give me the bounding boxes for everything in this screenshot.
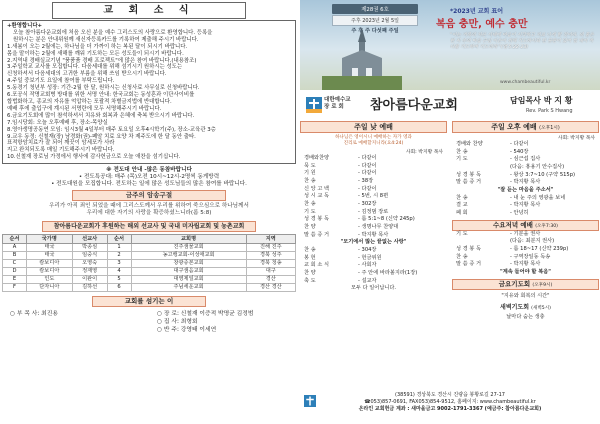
footer-phone: ☎053)857-0691, FAX053)854-9512, 홈페이지: www.chambeautiful.kr bbox=[364, 399, 536, 405]
order-label: 찬 송 bbox=[456, 148, 468, 155]
morning-quote-line: 하나님은 영이시니 예배하는 자가 영과 bbox=[335, 135, 412, 140]
table-cell: C bbox=[3, 259, 27, 267]
order-label: 기 도 bbox=[456, 156, 468, 163]
notice-item: 3.주일학교 교사를 모집합니다. 다음세대를 위해 섬기시기 원하시는 성도는 bbox=[7, 64, 183, 71]
issue-box bbox=[332, 4, 418, 34]
mission-header-row bbox=[3, 234, 296, 243]
notice-item: 몸을 맡이하는 2월에 새해를 깨워 기도하는 모든 성도들이 되시기 바랍니다. bbox=[7, 50, 184, 57]
closing-line: 모두 다 일어납니다. bbox=[350, 285, 397, 292]
dawn-time: (새벽5시) bbox=[531, 305, 551, 311]
order-value: - 다같이 bbox=[358, 185, 377, 192]
table-cell: 4 bbox=[107, 267, 131, 275]
footer-address: (38591) 경상북도 경산시 진량읍 봉황로길 27-17 bbox=[395, 392, 505, 398]
church-header bbox=[300, 91, 600, 119]
table-cell: B bbox=[3, 251, 27, 259]
order-label: 봉 헌 bbox=[304, 254, 316, 261]
table-cell: 주님세운교회 bbox=[131, 283, 246, 291]
denomination bbox=[324, 97, 351, 111]
notice-item: 5.동경기 청년부 성장: 기간-2월 한 달, 원하시는 신청사료 사무실로 신청바랍니다. bbox=[7, 85, 200, 92]
wednesday-order bbox=[452, 231, 599, 277]
morning-order bbox=[300, 155, 447, 293]
table-row bbox=[3, 283, 296, 291]
order-value: - 다같이 bbox=[358, 170, 377, 177]
order-value: - 박지황 목사 bbox=[510, 202, 541, 209]
wednesday-time: (오후7:30) bbox=[535, 223, 558, 229]
order-value: - 304장 bbox=[358, 246, 377, 253]
denomination-line: 장 로 회 bbox=[324, 104, 344, 110]
table-row bbox=[3, 267, 296, 275]
order-label: 성 경 봉 독 bbox=[456, 245, 481, 252]
church-theme: 복음 충만, 예수 충만 bbox=[436, 19, 528, 30]
issue-date: 주후 2023년 2월 5일 bbox=[332, 15, 418, 26]
table-row bbox=[3, 259, 296, 267]
month-verse bbox=[2, 203, 296, 217]
friday-line: "지유와 회복의 시간" bbox=[501, 292, 550, 299]
order-row bbox=[304, 201, 443, 209]
notice-item: 표적항암치료가 잘 되어 깨끗이 암세포가 사라 bbox=[7, 140, 115, 147]
evangelism-title: ※ 전도대 안내 -많은 동참바랍니다 bbox=[106, 167, 192, 174]
mission-header-cell: 국가명 bbox=[26, 234, 72, 243]
order-label: 찬 양 bbox=[304, 269, 316, 276]
pastor-name-en: Rev. Park S Hwang bbox=[526, 108, 573, 114]
table-cell: 6 bbox=[107, 283, 131, 291]
left-panel bbox=[0, 0, 298, 424]
order-value: - 다같이 bbox=[358, 162, 377, 169]
order-label bbox=[456, 164, 510, 172]
table-row bbox=[3, 243, 296, 251]
order-row bbox=[456, 156, 595, 164]
morning-service-title: 주일 낮 예배 bbox=[300, 121, 447, 133]
order-value: - 생명나무 찬양대 bbox=[358, 223, 399, 230]
order-row bbox=[456, 246, 595, 254]
order-row bbox=[456, 210, 595, 218]
notice-item: 1.새봄이 오는 2월에는, 하나님을 더 가까이 하는 복된 달이 되시기 바랍니다. bbox=[7, 43, 188, 50]
order-label: 경배와찬양 bbox=[304, 155, 330, 161]
notice-item: 9.교우 동정: 신철재(장) 남경화(권)-폐암 치료 요양 차 제주도에 한 달 동안 출타. bbox=[7, 133, 196, 140]
order-value: - 김정범 장로 bbox=[358, 208, 389, 215]
table-cell: 캄보디아 bbox=[26, 259, 72, 267]
table-cell: E bbox=[3, 275, 27, 283]
table-cell: 캄보디아 bbox=[26, 267, 72, 275]
order-value: - 구역장일동 독송 bbox=[510, 253, 551, 260]
notice-items bbox=[7, 44, 291, 161]
order-row bbox=[456, 202, 595, 210]
table-cell: 경북 성주 bbox=[246, 251, 295, 259]
order-row bbox=[304, 216, 443, 224]
order-label: 성 경 봉 독 bbox=[456, 171, 481, 178]
mission-header-cell: 교회명 bbox=[131, 234, 246, 243]
afternoon-service-title bbox=[452, 121, 599, 133]
afternoon-service bbox=[452, 121, 599, 320]
order-value: (다음: 최분지 권사) bbox=[510, 238, 555, 245]
order-row bbox=[456, 179, 595, 187]
mission-header-cell: 지역 bbox=[246, 234, 295, 243]
order-value: - 기분을 권사 bbox=[510, 230, 541, 237]
order-label: 기 도 bbox=[304, 208, 316, 215]
morning-quote bbox=[300, 135, 447, 147]
order-value: - 박지황 목사 bbox=[510, 179, 541, 186]
welcome-line: 원하시는 분은 안내위원께 새신자등록카드를 기록하여 제출해 주시기 바랍니다. bbox=[13, 36, 199, 43]
notice-item: 8.영아생명공동연 모임: 임시3월 4일부터 매주 토요일 오후4시학기(주), 장소-교육관 3층 bbox=[7, 126, 216, 133]
order-value: - 헌금위원 bbox=[358, 254, 382, 261]
order-label: 찬 양 bbox=[304, 223, 316, 230]
order-value: (다음: 홍용기 안수집사) bbox=[510, 163, 565, 170]
notice-item: 6.금요기도회에 많이 참석하셔서 치유와 회복과 은혜에 축복 받으시기 바랍니다. bbox=[7, 112, 195, 119]
church-logo-icon bbox=[304, 395, 316, 407]
order-row bbox=[304, 155, 443, 163]
order-label: 기 원 bbox=[304, 170, 316, 177]
welcome-title: +환영합니다+ bbox=[7, 23, 43, 29]
mission-title: 참아름다운교회가 후원하는 해외 선교사 및 국내 미자립교회 및 농촌교회 bbox=[42, 221, 256, 232]
table-cell: 3 bbox=[107, 259, 131, 267]
church-name: 참아름다운교회 bbox=[370, 98, 458, 113]
order-label: 성 경 봉 독 bbox=[304, 216, 329, 223]
table-cell: A bbox=[3, 243, 27, 251]
order-row bbox=[456, 261, 595, 269]
order-label: 찬 송 bbox=[304, 246, 316, 253]
morning-service bbox=[300, 121, 447, 293]
morning-leader: 사회: 박지황 목사 bbox=[405, 150, 443, 155]
afternoon-title-text: 주일 오후 예배 bbox=[491, 123, 537, 131]
order-row bbox=[304, 262, 443, 270]
order-label: 축 도 bbox=[304, 277, 316, 284]
order-label: 성 시 교 독 bbox=[304, 193, 329, 200]
table-cell: 1 bbox=[107, 243, 131, 251]
sermon-title: "모기에서 많는 끝없는 사랑" bbox=[340, 239, 407, 246]
order-label: 말 씀 증 거 bbox=[456, 261, 481, 268]
month-verse-line: 우리가 아직 죄인 되었을 때에 그리스도께서 우리를 위하여 죽으심으로 하나님께서 bbox=[49, 203, 249, 210]
table-cell: 태국 bbox=[26, 243, 72, 251]
table-cell: 박종심 bbox=[72, 243, 107, 251]
notice-item: 7.임시당회: 오늘 오후예배 후, 장소-목양실 bbox=[7, 119, 108, 126]
order-value: - 5번, 시 8편 bbox=[358, 193, 389, 200]
table-cell: 대구 bbox=[246, 267, 295, 275]
afternoon-time: (오후1시) bbox=[539, 126, 560, 131]
order-label: 교 회 소 식 bbox=[304, 262, 329, 269]
notice-item: 지고 완치되도록 매일 기도해주시기 바랍니다. bbox=[7, 147, 115, 154]
notice-item: 합법화하고, 종교의 자유를 억압하는 포괄적 차별금지법에 반대합니다. bbox=[7, 98, 172, 105]
order-value: - 38장 bbox=[358, 177, 374, 184]
table-cell: 대영제일교회 bbox=[131, 275, 246, 283]
sermon-title: "잘 듣는 마음을 주소서" bbox=[497, 186, 554, 193]
order-value: - 540장 bbox=[510, 148, 529, 155]
table-cell: 정재영 bbox=[72, 267, 107, 275]
table-cell: 진주샘물교회 bbox=[131, 243, 246, 251]
morning-quote-line: 진리로 예배할지니라(요4:24) bbox=[343, 141, 404, 146]
order-value: - 롬 18~17 (신약 239p) bbox=[510, 245, 569, 252]
table-cell: 김하선 bbox=[72, 283, 107, 291]
dawn-prayer-title bbox=[452, 302, 599, 311]
service-line: ○ 장 로: 신철재 이증적 박명균 김정범 bbox=[157, 310, 254, 317]
wednesday-title-text: 수요저녁 예배 bbox=[493, 220, 533, 229]
evangelism-line: • 전도특공대: 매주 (목)오전 10시~12시-2명씩 동게방력 bbox=[78, 174, 220, 181]
church-logo-icon bbox=[306, 97, 322, 113]
table-row bbox=[3, 251, 296, 259]
table-cell: 단자니아 bbox=[26, 283, 72, 291]
order-label: 결 교 bbox=[456, 202, 468, 209]
order-label: 찬 송 bbox=[456, 253, 468, 260]
table-cell: F bbox=[3, 283, 27, 291]
order-label: 기 도 bbox=[456, 230, 468, 237]
order-row bbox=[304, 270, 443, 278]
table-cell: 인도 bbox=[26, 275, 72, 283]
denomination-line: 대한예수교 bbox=[324, 97, 351, 103]
order-label: 신 앙 고 백 bbox=[304, 185, 329, 192]
table-cell: D bbox=[3, 267, 27, 275]
order-value: - 다같이 bbox=[358, 155, 377, 161]
table-row bbox=[3, 275, 296, 283]
order-label: 찬 송 bbox=[456, 194, 468, 201]
notice-item: 신청하셔서 다음세대의 고귀한 부름을 위해 쓰임 받으시기 바랍니다. bbox=[7, 71, 167, 78]
mission-header-cell: 순서 bbox=[107, 234, 131, 243]
cover-banner bbox=[300, 0, 600, 90]
order-value: - 왕상 3:7~10 (구약 515p) bbox=[510, 171, 576, 178]
order-row bbox=[304, 247, 443, 255]
order-row bbox=[304, 224, 443, 232]
order-value: - 다같이 bbox=[510, 141, 529, 147]
order-label: 말 씀 증 거 bbox=[456, 179, 481, 186]
right-panel bbox=[300, 0, 600, 424]
table-cell: 농고뱅교회-이성애교회 bbox=[131, 251, 246, 259]
order-value: - 박지황 목사 bbox=[358, 231, 389, 238]
month-verse-title: 금주의 암송구절 bbox=[72, 190, 226, 201]
web-url[interactable]: www.chambeautiful.kr bbox=[500, 80, 551, 85]
service-title: 교회를 섬기는 이 bbox=[92, 296, 206, 307]
table-cell: 5 bbox=[107, 275, 131, 283]
wednesday-service-title bbox=[452, 220, 599, 231]
order-row bbox=[304, 178, 443, 186]
evangelism bbox=[2, 167, 296, 188]
service-col-1 bbox=[2, 310, 149, 334]
order-label: 찬 송 bbox=[304, 200, 316, 207]
service-list bbox=[2, 310, 296, 334]
table-cell: 대구샘음교회 bbox=[131, 267, 246, 275]
evangelism-line: • 전도대원을 모집합니다. 전도하는 일에 많은 성도님들의 많은 참여를 바랍니다. bbox=[51, 181, 247, 188]
table-cell: 오영숙 bbox=[72, 259, 107, 267]
afternoon-order bbox=[452, 141, 599, 218]
notice-item: 4.주일 중보기도 요일에 참여를 부탁드립니다. bbox=[7, 78, 115, 85]
service-line: ○ 부 목 사: 최진용 bbox=[10, 310, 58, 317]
church-building-icon bbox=[322, 28, 402, 90]
order-label bbox=[456, 238, 510, 246]
mission-header-cell: 순서 bbox=[3, 234, 27, 243]
table-cell: 창광증본교회 bbox=[131, 259, 246, 267]
service-col-2 bbox=[149, 310, 296, 334]
theme-verse: "이는 거룩의 처른 서대에 마음이 시작하고 지로 나게 할 것이다. 위 불은 한 지 주의 마음 근심 이은이 위해 기도하시되 된 들판이 있어 힘 내어 자녀를 기도하며 기도리라 "(앱 5:22-23) bbox=[450, 33, 594, 50]
welcome-line: 오늘 참아름다운교회에 처음 오신 분을 예수 그리스도의 사랑으로 환영합니다. 등록을 bbox=[13, 29, 213, 36]
order-row bbox=[456, 141, 595, 149]
sermon-title: "계속 들어야 할 복음" bbox=[500, 268, 551, 275]
pastor-name: 담임목사 박 지 황 bbox=[510, 96, 573, 105]
mission-header-cell: 선교사 bbox=[72, 234, 107, 243]
service-line: ○ 집 사: 최형회 bbox=[157, 318, 198, 325]
order-value: - 박지황 목사 bbox=[510, 261, 541, 268]
order-value: - 내 눈 주의 영광을 보네 bbox=[510, 194, 566, 201]
order-row bbox=[304, 193, 443, 201]
order-row bbox=[456, 238, 595, 246]
footer bbox=[300, 392, 600, 424]
notice-item: 2.지역내 경배실교기념 "품품품 경배 프로젝트"에 많은 참여 바랍니다.(내용참조) bbox=[7, 57, 197, 64]
table-cell: 경산 경산 bbox=[246, 283, 295, 291]
order-label: 말 씀 증 거 bbox=[304, 231, 329, 238]
order-value: - 심근섭 집사 bbox=[510, 156, 541, 163]
order-value: - 안녕히 bbox=[510, 209, 529, 216]
notice-item: 10.신철재 장로님 가정에서 행사에 감사헌금으로 오늘 애찬을 섬기십니다. bbox=[7, 154, 181, 161]
footer-account: 온라인 교회헌금 계좌 : 새마을금고 9002-1791-3367 (예금주: 참아름다운교회) bbox=[358, 406, 542, 412]
notice-item: 예배 후에 출입구에 계시된 서명란에 모두 서명해주시기 바랍니다. bbox=[7, 105, 162, 112]
afternoon-leader: 사회: 박지황 목사 bbox=[557, 136, 595, 141]
friday-time: (오후9시) bbox=[532, 282, 553, 288]
order-label: 경배와 찬양 bbox=[456, 141, 483, 147]
mission-table bbox=[2, 234, 296, 292]
service-line: ○ 반 주: 강영태 이세연 bbox=[157, 326, 217, 333]
order-label: 묵 도 bbox=[304, 162, 316, 169]
order-value: - 주 안에 바라볼지라(1장) bbox=[358, 269, 418, 276]
notice-item: 6.포공식 작명교회병 방대를 위한 서명 안내: 한국교회는 동성혼과 이단사이비를 bbox=[7, 92, 195, 99]
notice-title: 교 회 소 식 bbox=[52, 2, 246, 19]
order-row bbox=[456, 164, 595, 172]
notice-box bbox=[2, 20, 296, 164]
order-row bbox=[304, 278, 443, 286]
table-cell: 태국 bbox=[26, 251, 72, 259]
month-verse-line: 우리에 대한 자기의 사랑을 확증하셨느니라(롬 5:8) bbox=[86, 210, 212, 217]
order-label: 폐 회 bbox=[456, 209, 468, 216]
table-cell: 2 bbox=[107, 251, 131, 259]
order-value: - 사회자 bbox=[358, 262, 377, 269]
dawn-title-text: 새벽기도회 bbox=[500, 303, 530, 311]
mission-body bbox=[3, 243, 296, 291]
table-cell: 경북 청송 bbox=[246, 259, 295, 267]
order-value: - 설교자 bbox=[358, 277, 377, 284]
order-value: - 롬 5:1~8 (신약 245p) bbox=[358, 216, 415, 223]
table-cell: 이완이 bbox=[72, 275, 107, 283]
order-row bbox=[304, 170, 443, 178]
friday-prayer-title bbox=[452, 279, 599, 290]
table-cell: 임중식 bbox=[72, 251, 107, 259]
order-value: - 302장 bbox=[358, 200, 377, 207]
table-cell: 경산 bbox=[246, 275, 295, 283]
theme-tag: *2023년 교회 표어 bbox=[450, 8, 503, 15]
friday-title-text: 금요기도회 bbox=[498, 279, 531, 288]
table-cell: 진해 진주 bbox=[246, 243, 295, 251]
issue-number: 제28권 6호 bbox=[332, 4, 418, 14]
order-label: 찬 송 bbox=[304, 177, 316, 184]
dawn-line: 날마다 숨는 생충 bbox=[506, 313, 545, 320]
issue-week: 주 후 주 다섯째 주일 bbox=[351, 28, 399, 34]
